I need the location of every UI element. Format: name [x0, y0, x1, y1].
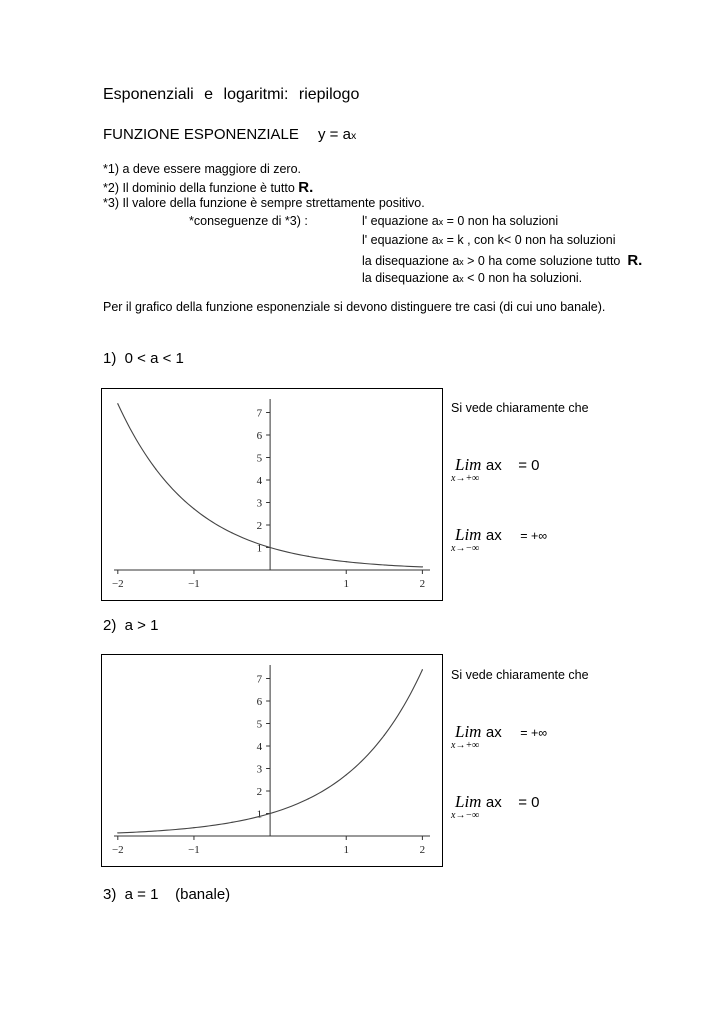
lim-subscript: x→−∞ [451, 543, 480, 554]
lim-subscript: x→+∞ [451, 740, 480, 751]
consequence-text: la disequazione a [362, 254, 460, 268]
lim-value: = +∞ [520, 529, 548, 543]
data-point [269, 547, 270, 548]
lim-exponent: x [494, 724, 502, 741]
consequence-exponent: x [459, 257, 464, 267]
data-point [117, 832, 118, 833]
data-point [269, 813, 270, 814]
rule-2 [103, 179, 313, 196]
case-1-title: 1) 0 < a < 1 [103, 350, 184, 367]
data-point [384, 735, 385, 736]
formula-base: y = a [318, 126, 351, 143]
data-point [117, 403, 118, 404]
consequence-text: la disequazione a [362, 271, 460, 285]
data-point [231, 822, 232, 823]
lim-base: a [485, 724, 495, 741]
case-1-note: Si vede chiaramente che [451, 401, 589, 415]
lim-label: Lim [455, 792, 482, 811]
consequences-label: *conseguenze di *3) : [189, 214, 308, 228]
lim-label: Lim [455, 722, 482, 741]
page-title: Esponenziali e logaritmi: riepilogo [103, 86, 360, 103]
section-heading: FUNZIONE ESPONENZIALE [103, 126, 299, 143]
data-point [231, 532, 232, 533]
lim-label: Lim [455, 455, 482, 474]
data-point [193, 827, 194, 828]
case-2-note: Si vede chiaramente che [451, 668, 589, 682]
consequence-text: = k , con k< 0 non ha soluzioni [443, 233, 616, 247]
y-tick-label: 2 [256, 786, 263, 798]
data-point [308, 556, 309, 557]
consequence-exponent: x [438, 217, 444, 227]
y-tick-label: 5 [256, 718, 263, 731]
case-3-title: 3) a = 1 (banale) [103, 886, 231, 903]
data-point [155, 830, 156, 831]
x-tick-label: 2 [419, 844, 426, 856]
heading-formula [318, 126, 356, 143]
data-point [155, 469, 156, 470]
y-tick-label: 6 [256, 696, 263, 708]
lim-base: a [485, 794, 495, 811]
consequence-text: l' equazione a [362, 233, 439, 247]
data-point [422, 669, 423, 670]
graph-increasing-exponential [101, 654, 443, 867]
x-tick-label: −1 [188, 578, 200, 590]
graph-decreasing-exponential [101, 388, 443, 601]
set-r-symbol: R. [298, 179, 314, 196]
data-point [193, 508, 194, 509]
chart-svg [102, 389, 442, 600]
x-tick-label: 1 [343, 578, 349, 590]
consequence-exponent: x [459, 274, 464, 284]
lim-base: a [485, 527, 495, 544]
x-tick-label: −2 [111, 578, 124, 590]
limit-1b [455, 525, 547, 545]
x-tick-label: 1 [343, 844, 349, 856]
consequence-exponent: x [438, 236, 444, 246]
rule-1: *1) a deve essere maggiore di zero. [103, 162, 302, 176]
data-point [346, 561, 347, 562]
y-tick-label: 6 [256, 430, 263, 442]
y-tick-label: 1 [256, 808, 263, 821]
consequence-text: l' equazione a [362, 214, 439, 228]
formula-exponent: x [350, 130, 357, 142]
lim-value: = 0 [518, 457, 540, 474]
limit-2a [455, 722, 547, 742]
rule-2-text: *2) Il dominio della funzione è tutto [103, 181, 295, 195]
x-tick-label: −1 [188, 844, 200, 856]
data-point [384, 564, 385, 565]
data-point [308, 798, 309, 799]
limit-1a [455, 455, 540, 475]
y-tick-label: 3 [256, 497, 263, 510]
lim-subscript: x→+∞ [451, 473, 480, 484]
data-point [346, 774, 347, 775]
limit-2b [455, 792, 540, 812]
lim-exponent: x [494, 527, 502, 544]
consequence-text: < 0 non ha soluzioni. [463, 271, 583, 285]
y-tick-label: 7 [256, 673, 263, 686]
consequence-text: = 0 non ha soluzioni [443, 214, 559, 228]
case-2-title: 2) a > 1 [103, 617, 159, 634]
y-tick-label: 3 [256, 763, 263, 776]
y-tick-label: 7 [256, 407, 263, 420]
y-tick-label: 4 [256, 741, 263, 753]
consequence-text: > 0 ha come soluzione tutto [463, 254, 621, 268]
y-tick-label: 5 [256, 452, 263, 465]
lim-value: = 0 [518, 794, 540, 811]
lim-exponent: x [494, 457, 502, 474]
data-point [422, 566, 423, 567]
lim-value: = +∞ [520, 726, 548, 740]
lim-label: Lim [455, 525, 482, 544]
y-tick-label: 4 [256, 475, 263, 487]
x-tick-label: 2 [419, 578, 426, 590]
lim-subscript: x→−∞ [451, 810, 480, 821]
consequence-4 [362, 271, 582, 285]
consequence-1 [362, 214, 558, 228]
chart-svg [102, 655, 442, 866]
lim-exponent: x [494, 794, 502, 811]
intro-paragraph: Per il grafico della funzione esponenziale si devono distinguere tre casi (di cui uno banale). [103, 300, 606, 314]
consequence-2 [362, 233, 615, 247]
set-r-symbol: R. [627, 252, 643, 269]
x-tick-label: −2 [111, 844, 124, 856]
y-tick-label: 2 [256, 520, 263, 532]
consequence-3 [362, 252, 642, 269]
lim-base: a [485, 457, 495, 474]
y-tick-label: 1 [256, 542, 263, 555]
rule-3: *3) Il valore della funzione è sempre strettamente positivo. [103, 196, 425, 210]
